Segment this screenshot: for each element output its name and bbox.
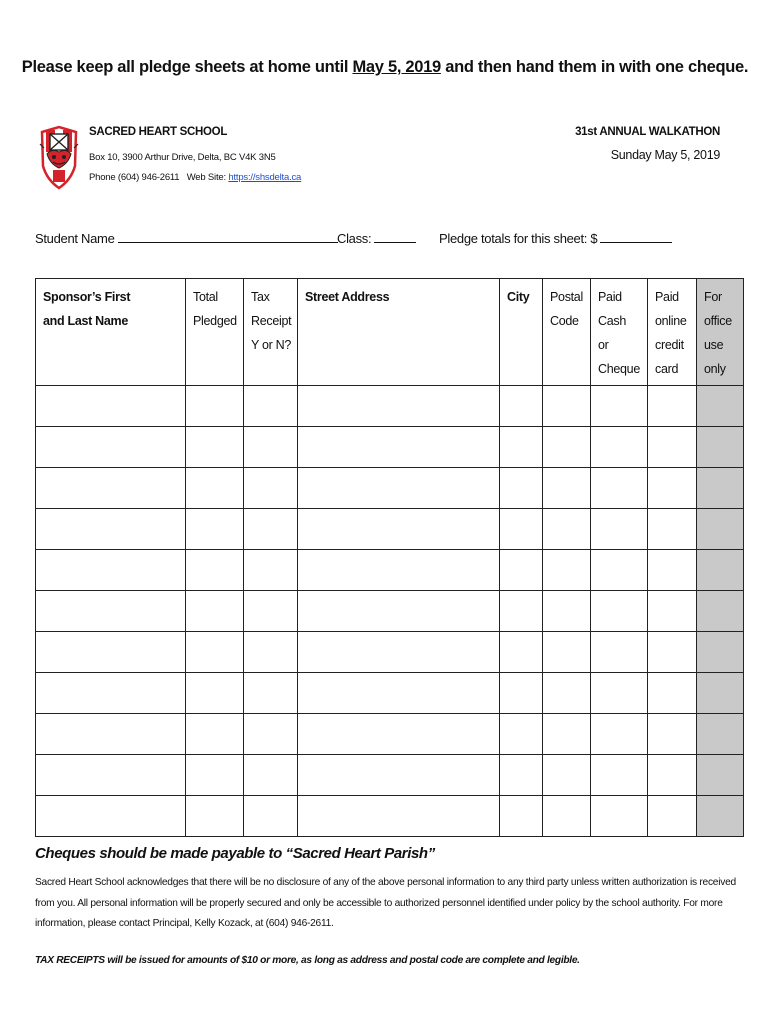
table-cell[interactable] xyxy=(244,632,298,673)
table-row xyxy=(36,550,744,591)
table-cell[interactable] xyxy=(500,632,543,673)
table-cell[interactable] xyxy=(244,673,298,714)
table-cell[interactable] xyxy=(648,632,697,673)
table-cell[interactable] xyxy=(591,468,648,509)
table-cell[interactable] xyxy=(36,468,186,509)
table-cell[interactable] xyxy=(543,509,591,550)
tax-receipt-note: TAX RECEIPTS will be issued for amounts of $10 or more, as long as address and postal code are complete and legible. xyxy=(35,955,580,966)
table-cell[interactable] xyxy=(543,673,591,714)
table-cell[interactable] xyxy=(648,550,697,591)
table-cell xyxy=(697,427,744,468)
school-website-link[interactable]: https://shsdelta.ca xyxy=(228,172,302,183)
table-cell[interactable] xyxy=(244,550,298,591)
table-cell[interactable] xyxy=(186,509,244,550)
school-name: SACRED HEART SCHOOL xyxy=(89,126,228,138)
table-cell[interactable] xyxy=(648,714,697,755)
student-name-blank[interactable] xyxy=(118,229,338,243)
table-cell[interactable] xyxy=(298,386,500,427)
header-line: Y or N? xyxy=(251,338,292,352)
table-cell[interactable] xyxy=(591,714,648,755)
header-line: Cash xyxy=(598,314,626,328)
table-cell[interactable] xyxy=(298,509,500,550)
table-cell[interactable] xyxy=(648,509,697,550)
table-cell[interactable] xyxy=(543,755,591,796)
website-label: Web Site: xyxy=(186,172,226,183)
col-total-pledged xyxy=(186,279,244,386)
table-cell[interactable] xyxy=(543,591,591,632)
header-line: office xyxy=(704,314,732,328)
table-cell[interactable] xyxy=(36,427,186,468)
table-cell[interactable] xyxy=(648,386,697,427)
table-cell[interactable] xyxy=(543,550,591,591)
header-line: Receipt xyxy=(251,314,292,328)
table-cell[interactable] xyxy=(298,714,500,755)
privacy-statement: Sacred Heart School acknowledges that there will be no disclosure of any of the above personal information to any third party unless written authorization is received from you. All personal information will be properly secured and only be accessible to authorized personnel identified under policy by the school authority. For more information, please contact Principal, Kelly Kozack, at (604) 946-2611. xyxy=(35,877,736,929)
table-cell[interactable] xyxy=(500,468,543,509)
table-cell[interactable] xyxy=(36,591,186,632)
table-row xyxy=(36,591,744,632)
table-cell[interactable] xyxy=(591,509,648,550)
school-phone: Phone (604) 946-2611 xyxy=(89,172,180,183)
col-paid-cash xyxy=(591,279,648,386)
table-cell[interactable] xyxy=(591,386,648,427)
table-cell[interactable] xyxy=(591,427,648,468)
table-row xyxy=(36,386,744,427)
school-contact xyxy=(89,172,301,183)
table-cell[interactable] xyxy=(298,550,500,591)
table-cell[interactable] xyxy=(543,632,591,673)
table-cell[interactable] xyxy=(36,714,186,755)
pledge-totals-blank[interactable] xyxy=(600,229,672,243)
table-cell[interactable] xyxy=(591,632,648,673)
table-cell[interactable] xyxy=(591,673,648,714)
table-cell[interactable] xyxy=(500,427,543,468)
table-row xyxy=(36,509,744,550)
table-cell xyxy=(697,755,744,796)
table-cell[interactable] xyxy=(186,796,244,837)
table-cell[interactable] xyxy=(36,509,186,550)
table-cell[interactable] xyxy=(648,673,697,714)
table-cell xyxy=(697,591,744,632)
table-cell[interactable] xyxy=(244,714,298,755)
table-cell[interactable] xyxy=(244,755,298,796)
pledge-table-body xyxy=(36,386,744,837)
table-cell[interactable] xyxy=(244,509,298,550)
table-cell[interactable] xyxy=(500,550,543,591)
table-cell[interactable] xyxy=(648,755,697,796)
table-cell[interactable] xyxy=(244,591,298,632)
header-line: Street Address xyxy=(305,290,390,304)
table-cell[interactable] xyxy=(36,755,186,796)
table-cell[interactable] xyxy=(591,550,648,591)
table-row xyxy=(36,468,744,509)
table-row xyxy=(36,714,744,755)
header-line: use xyxy=(704,338,724,352)
cheque-payable-heading: Cheques should be made payable to “Sacred Heart Parish” xyxy=(35,845,435,862)
table-cell[interactable] xyxy=(543,427,591,468)
pledge-totals-field xyxy=(439,229,672,246)
school-crest-logo xyxy=(38,124,80,192)
table-cell[interactable] xyxy=(543,796,591,837)
table-cell[interactable] xyxy=(298,673,500,714)
table-cell[interactable] xyxy=(500,796,543,837)
table-cell[interactable] xyxy=(543,714,591,755)
table-cell[interactable] xyxy=(648,427,697,468)
table-cell xyxy=(697,796,744,837)
table-cell[interactable] xyxy=(500,509,543,550)
table-cell xyxy=(697,468,744,509)
header-line: credit xyxy=(655,338,684,352)
col-tax-receipt xyxy=(244,279,298,386)
event-title: 31st ANNUAL WALKATHON xyxy=(575,126,720,138)
header-line: For xyxy=(704,290,722,304)
table-cell[interactable] xyxy=(591,796,648,837)
header-line: Postal xyxy=(550,290,583,304)
table-cell[interactable] xyxy=(36,386,186,427)
table-cell[interactable] xyxy=(648,468,697,509)
col-postal-code xyxy=(543,279,591,386)
table-cell[interactable] xyxy=(244,468,298,509)
table-cell[interactable] xyxy=(244,427,298,468)
table-cell[interactable] xyxy=(186,632,244,673)
table-row xyxy=(36,427,744,468)
table-header-row xyxy=(36,279,744,386)
school-address: Box 10, 3900 Arthur Drive, Delta, BC V4K 3N5 xyxy=(89,152,276,163)
notice-part2: and then hand them in with one cheque. xyxy=(440,58,749,76)
col-paid-online xyxy=(648,279,697,386)
col-office-use xyxy=(697,279,744,386)
table-cell xyxy=(697,714,744,755)
table-row xyxy=(36,796,744,837)
table-cell[interactable] xyxy=(244,386,298,427)
table-cell[interactable] xyxy=(298,632,500,673)
table-cell[interactable] xyxy=(500,591,543,632)
header-line: card xyxy=(655,362,679,376)
table-cell[interactable] xyxy=(298,755,500,796)
table-cell[interactable] xyxy=(298,468,500,509)
table-cell[interactable] xyxy=(298,591,500,632)
table-cell[interactable] xyxy=(186,591,244,632)
table-cell[interactable] xyxy=(500,386,543,427)
table-row xyxy=(36,632,744,673)
table-cell[interactable] xyxy=(298,796,500,837)
table-cell[interactable] xyxy=(186,468,244,509)
table-cell[interactable] xyxy=(500,673,543,714)
table-cell[interactable] xyxy=(500,755,543,796)
table-cell[interactable] xyxy=(186,427,244,468)
pledge-totals-label: Pledge totals for this sheet: $ xyxy=(439,231,598,246)
table-cell[interactable] xyxy=(186,550,244,591)
table-cell[interactable] xyxy=(543,386,591,427)
col-street-address xyxy=(298,279,500,386)
table-cell xyxy=(697,632,744,673)
header-line: Paid xyxy=(598,290,622,304)
pledge-table xyxy=(35,278,744,837)
table-cell[interactable] xyxy=(36,796,186,837)
header-line: Sponsor’s First xyxy=(43,290,131,304)
table-cell[interactable] xyxy=(648,796,697,837)
table-cell[interactable] xyxy=(186,386,244,427)
class-blank[interactable] xyxy=(374,229,416,243)
header-line: Pledged xyxy=(193,314,237,328)
col-city xyxy=(500,279,543,386)
table-cell xyxy=(697,673,744,714)
table-cell[interactable] xyxy=(543,468,591,509)
col-sponsor-name xyxy=(36,279,186,386)
header-line: City xyxy=(507,290,530,304)
header-line: only xyxy=(704,362,726,376)
header-line: Tax xyxy=(251,290,270,304)
event-date: Sunday May 5, 2019 xyxy=(610,148,720,162)
table-cell[interactable] xyxy=(500,714,543,755)
table-cell[interactable] xyxy=(648,591,697,632)
header-line: online xyxy=(655,314,687,328)
notice-date: May 5, 2019 xyxy=(352,58,441,76)
table-cell xyxy=(697,509,744,550)
notice-part1: Please keep all pledge sheets at home until xyxy=(21,58,353,76)
header-line: or xyxy=(598,338,609,352)
header-line: Cheque xyxy=(598,362,640,376)
table-cell[interactable] xyxy=(186,755,244,796)
header-line: Total xyxy=(193,290,218,304)
table-cell[interactable] xyxy=(186,714,244,755)
table-cell[interactable] xyxy=(591,755,648,796)
notice-heading xyxy=(0,58,770,77)
table-cell xyxy=(697,550,744,591)
table-cell[interactable] xyxy=(186,673,244,714)
student-name-field xyxy=(35,229,338,246)
table-cell[interactable] xyxy=(244,796,298,837)
class-label: Class: xyxy=(337,231,372,246)
header-line: Code xyxy=(550,314,579,328)
student-name-label: Student Name xyxy=(35,231,115,246)
table-cell[interactable] xyxy=(36,550,186,591)
class-field xyxy=(337,229,416,246)
table-cell[interactable] xyxy=(36,632,186,673)
table-cell xyxy=(697,386,744,427)
table-row xyxy=(36,673,744,714)
header-line: Paid xyxy=(655,290,679,304)
table-cell[interactable] xyxy=(298,427,500,468)
table-cell[interactable] xyxy=(36,673,186,714)
table-row xyxy=(36,755,744,796)
table-cell[interactable] xyxy=(591,591,648,632)
header-line: and Last Name xyxy=(43,314,129,328)
